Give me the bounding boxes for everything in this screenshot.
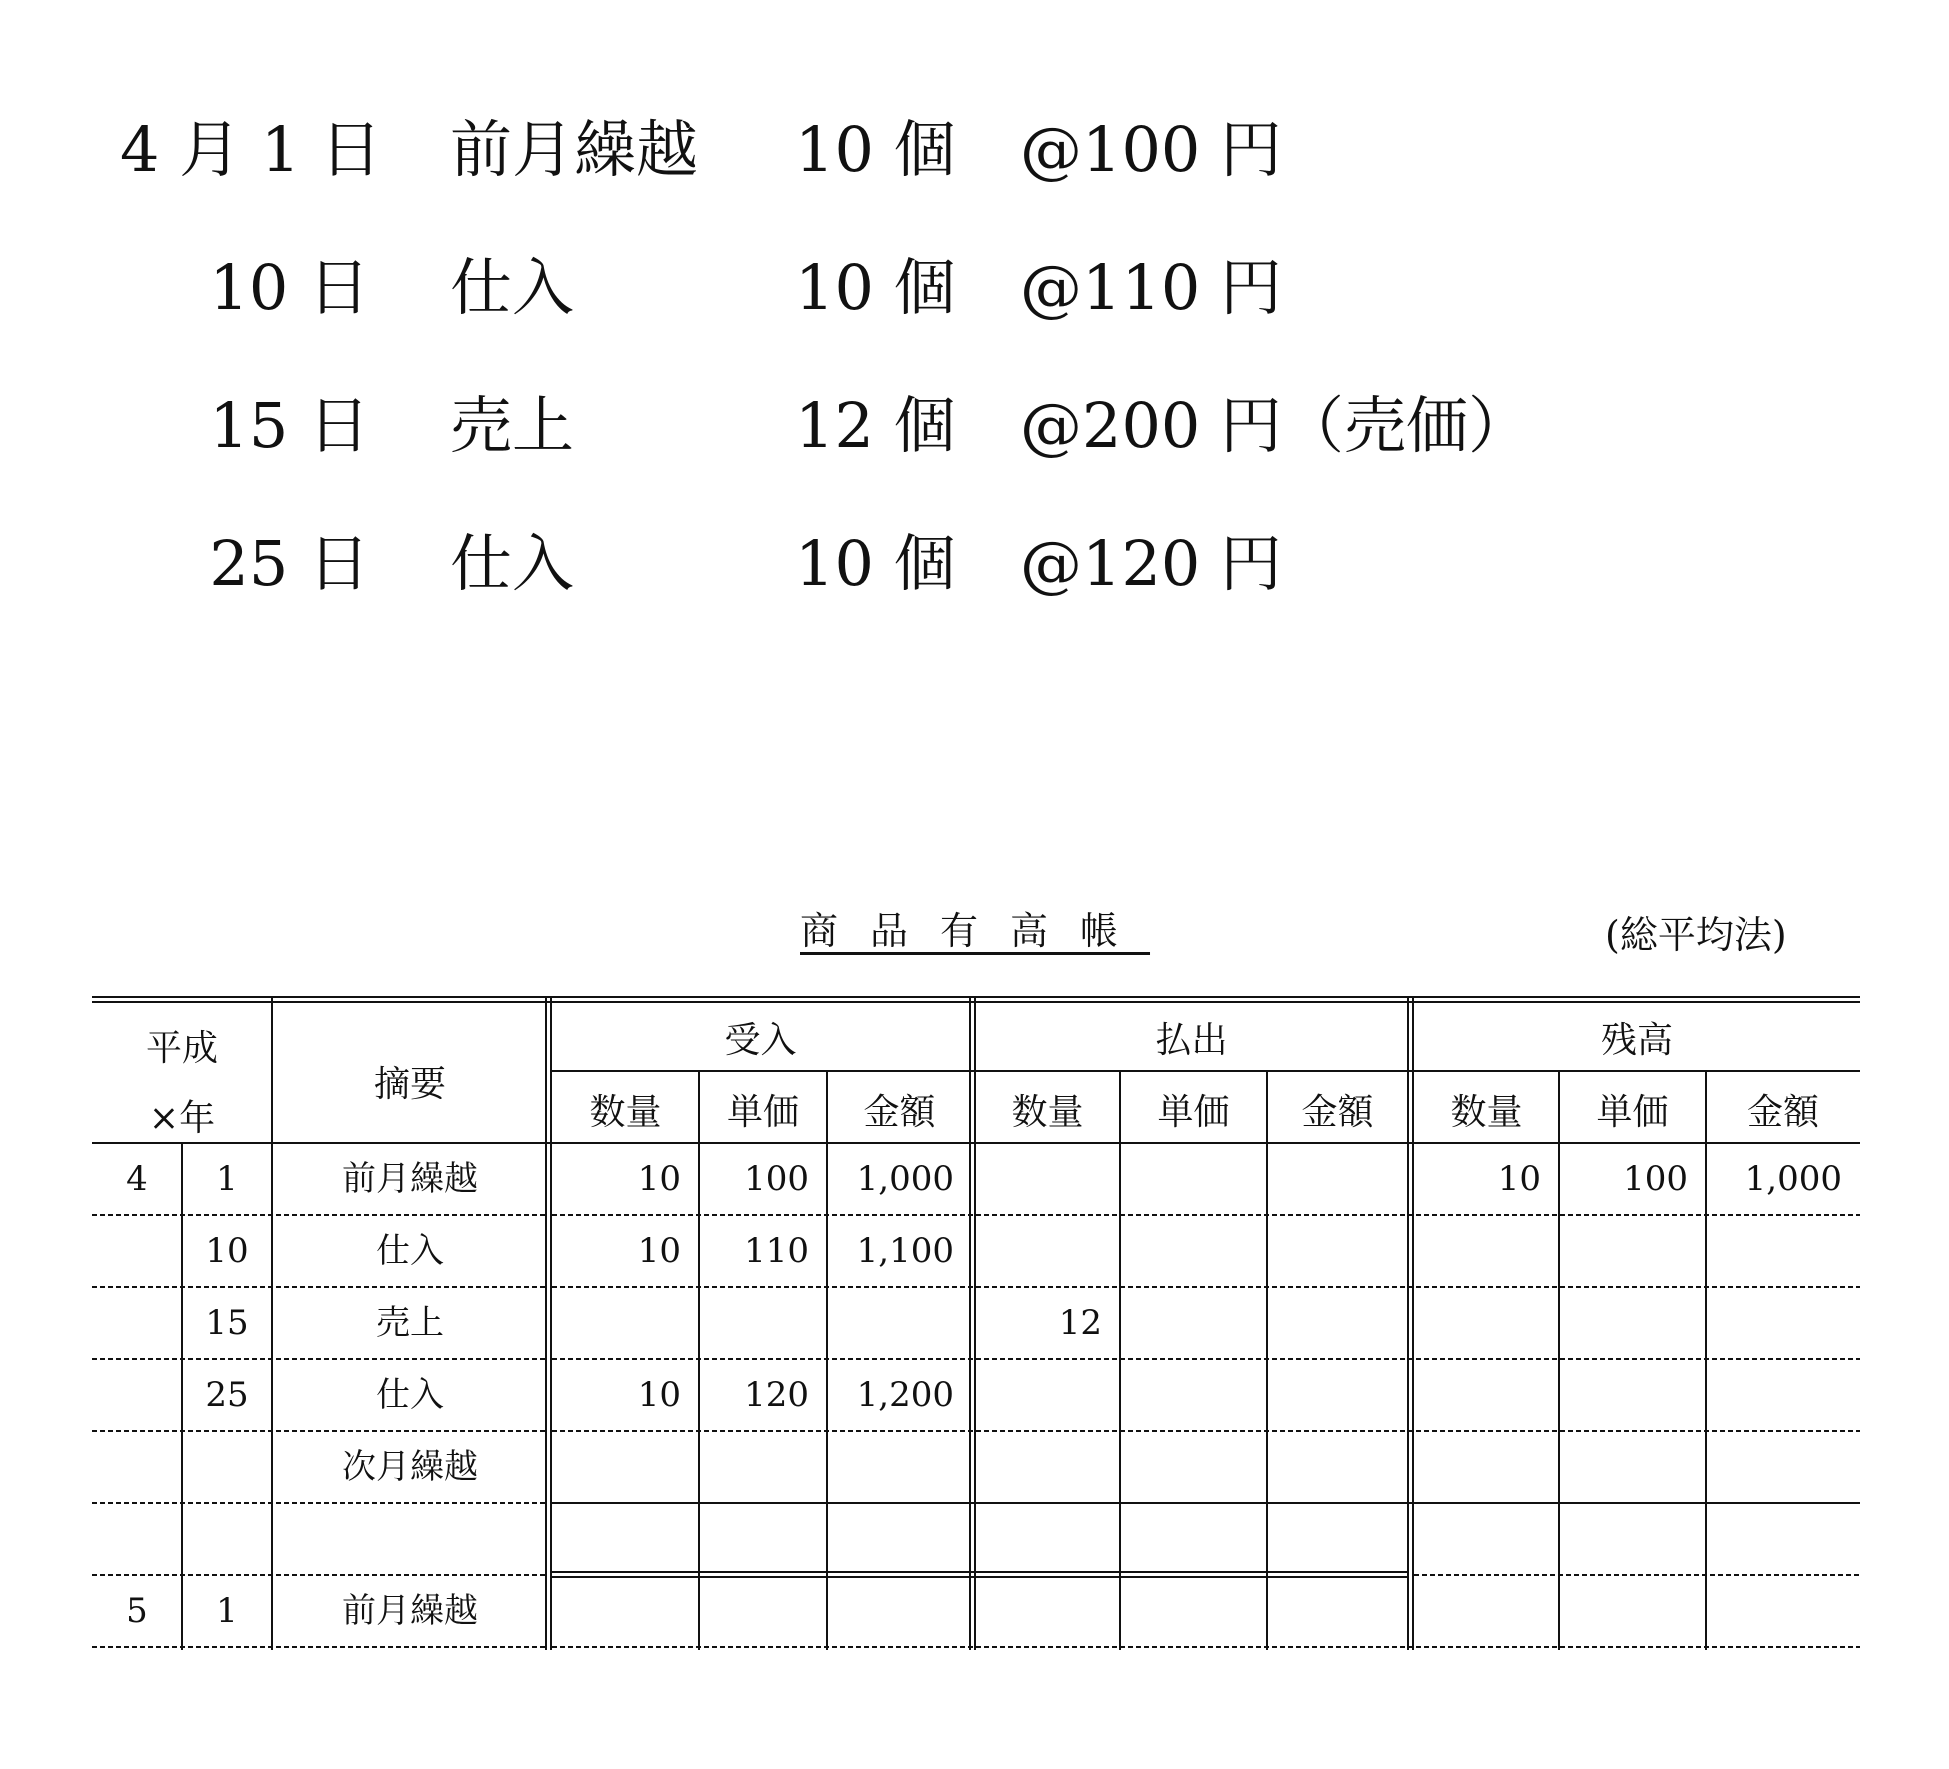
header-issues: 払出 xyxy=(1155,1020,1228,1061)
cell-bal-qty xyxy=(1414,1287,1559,1359)
cell-month xyxy=(92,1215,182,1287)
cell-bal-amount xyxy=(1706,1431,1860,1503)
cell-in-qty: 10 xyxy=(637,1159,681,1199)
cell-in-price: 110 xyxy=(744,1231,809,1271)
header-description: 摘要 xyxy=(373,1064,446,1105)
cell-bal-qty xyxy=(1414,1503,1559,1575)
valuation-method: (総平均法) xyxy=(1605,913,1787,957)
transaction-line xyxy=(0,514,1949,614)
cell-in-qty: 10 xyxy=(637,1231,681,1271)
cell-in-price: 120 xyxy=(744,1375,809,1415)
cell-out-price xyxy=(1120,1287,1267,1359)
cell-in-amount xyxy=(827,1503,972,1575)
cell-out-amount xyxy=(1267,1143,1408,1215)
cell-desc: 仕入 xyxy=(376,1231,444,1271)
cell-month xyxy=(92,1359,182,1431)
transaction-quantity: 10 個 xyxy=(795,527,956,600)
transaction-line xyxy=(0,376,1949,476)
cell-bal-price xyxy=(1559,1503,1706,1575)
cell-in-amount: 1,200 xyxy=(856,1375,954,1415)
cell-bal-price xyxy=(1559,1215,1706,1287)
cell-out-price xyxy=(1120,1215,1267,1287)
cell-desc: 前月繰越 xyxy=(342,1159,478,1199)
transaction-price: @110 円 xyxy=(1020,251,1283,324)
cell-month: 5 xyxy=(126,1591,148,1631)
cell-month xyxy=(92,1287,182,1359)
transaction-date: 25 日 xyxy=(209,527,370,600)
cell-desc: 売上 xyxy=(376,1303,444,1343)
transaction-line xyxy=(0,238,1949,338)
cell-bal-qty xyxy=(1414,1359,1559,1431)
cell-bal-price xyxy=(1559,1359,1706,1431)
cell-day: 10 xyxy=(205,1231,249,1271)
cell-out-price xyxy=(1120,1575,1267,1647)
cell-day: 15 xyxy=(205,1303,249,1343)
transaction-date: 10 日 xyxy=(209,251,370,324)
header-year: ×年 xyxy=(148,1098,216,1139)
cell-in-amount: 1,100 xyxy=(856,1231,954,1271)
cell-bal-price: 100 xyxy=(1623,1159,1688,1199)
transaction-quantity: 12 個 xyxy=(795,389,956,462)
header-receipts-quantity: 数量 xyxy=(589,1092,662,1133)
inventory-ledger-table xyxy=(92,995,1860,1655)
cell-out-amount xyxy=(1267,1431,1408,1503)
cell-day xyxy=(182,1431,272,1503)
cell-out-qty xyxy=(975,1359,1120,1431)
cell-desc: 次月繰越 xyxy=(342,1447,478,1487)
cell-bal-amount xyxy=(1706,1215,1860,1287)
cell-month xyxy=(92,1503,182,1575)
cell-out-qty xyxy=(975,1143,1120,1215)
cell-in-price xyxy=(699,1575,827,1647)
cell-out-amount xyxy=(1267,1359,1408,1431)
cell-day: 1 xyxy=(216,1591,238,1631)
transaction-description: 前月繰越 xyxy=(450,113,699,186)
cell-bal-qty xyxy=(1414,1575,1559,1647)
cell-in-amount xyxy=(827,1575,972,1647)
transaction-date: 4 月 1 日 xyxy=(120,113,383,186)
cell-in-qty xyxy=(552,1431,699,1503)
cell-in-price: 100 xyxy=(744,1159,809,1199)
cell-in-price xyxy=(699,1503,827,1575)
cell-bal-amount xyxy=(1706,1575,1860,1647)
cell-in-qty xyxy=(552,1503,699,1575)
header-issues-unit-price: 単価 xyxy=(1157,1092,1230,1133)
transaction-quantity: 10 個 xyxy=(795,113,956,186)
cell-in-qty xyxy=(552,1287,699,1359)
cell-out-amount xyxy=(1267,1503,1408,1575)
cell-bal-amount xyxy=(1706,1359,1860,1431)
cell-bal-price xyxy=(1559,1287,1706,1359)
cell-in-amount: 1,000 xyxy=(856,1159,954,1199)
header-balance: 残高 xyxy=(1600,1020,1673,1061)
cell-out-amount xyxy=(1267,1575,1408,1647)
cell-out-qty: 12 xyxy=(1058,1303,1102,1343)
header-receipts-amount: 金額 xyxy=(863,1092,936,1133)
transaction-price: @120 円 xyxy=(1020,527,1283,600)
transaction-price: @100 円 xyxy=(1020,113,1283,186)
cell-bal-qty xyxy=(1414,1431,1559,1503)
cell-day: 25 xyxy=(205,1375,249,1415)
cell-in-price xyxy=(699,1431,827,1503)
header-balance-unit-price: 単価 xyxy=(1596,1092,1669,1133)
transaction-description: 仕入 xyxy=(450,251,575,324)
cell-bal-amount: 1,000 xyxy=(1744,1159,1842,1199)
cell-in-amount xyxy=(827,1287,972,1359)
cell-out-price xyxy=(1120,1359,1267,1431)
cell-bal-qty: 10 xyxy=(1497,1159,1541,1199)
transaction-price: @200 円（売価） xyxy=(1020,389,1531,462)
cell-month: 4 xyxy=(126,1159,148,1199)
header-issues-quantity: 数量 xyxy=(1011,1092,1084,1133)
cell-out-qty xyxy=(975,1431,1120,1503)
cell-bal-amount xyxy=(1706,1287,1860,1359)
cell-bal-price xyxy=(1559,1575,1706,1647)
cell-bal-amount xyxy=(1706,1503,1860,1575)
transaction-line xyxy=(0,100,1949,200)
cell-out-amount xyxy=(1267,1287,1408,1359)
cell-month xyxy=(92,1431,182,1503)
transaction-description: 売上 xyxy=(450,389,575,462)
cell-out-qty xyxy=(975,1215,1120,1287)
cell-out-amount xyxy=(1267,1215,1408,1287)
transaction-description: 仕入 xyxy=(450,527,575,600)
header-balance-amount: 金額 xyxy=(1746,1092,1819,1133)
header-issues-amount: 金額 xyxy=(1301,1092,1374,1133)
header-receipts-unit-price: 単価 xyxy=(726,1092,799,1133)
cell-out-qty xyxy=(975,1503,1120,1575)
cell-desc xyxy=(274,1503,546,1575)
header-era: 平成 xyxy=(145,1028,218,1069)
cell-out-price xyxy=(1120,1503,1267,1575)
cell-day: 1 xyxy=(216,1159,238,1199)
cell-out-price xyxy=(1120,1431,1267,1503)
cell-in-qty xyxy=(552,1575,699,1647)
cell-bal-price xyxy=(1559,1431,1706,1503)
cell-desc: 前月繰越 xyxy=(342,1591,478,1631)
cell-desc: 仕入 xyxy=(376,1375,444,1415)
cell-bal-qty xyxy=(1414,1215,1559,1287)
header-balance-quantity: 数量 xyxy=(1450,1092,1523,1133)
cell-in-qty: 10 xyxy=(637,1375,681,1415)
cell-day xyxy=(182,1503,272,1575)
header-receipts: 受入 xyxy=(724,1020,797,1061)
cell-in-price xyxy=(699,1287,827,1359)
transaction-date: 15 日 xyxy=(209,389,370,462)
ledger-title: 商品有高帳 xyxy=(800,909,1151,953)
cell-out-qty xyxy=(975,1575,1120,1647)
cell-out-price xyxy=(1120,1143,1267,1215)
cell-in-amount xyxy=(827,1431,972,1503)
transaction-quantity: 10 個 xyxy=(795,251,956,324)
